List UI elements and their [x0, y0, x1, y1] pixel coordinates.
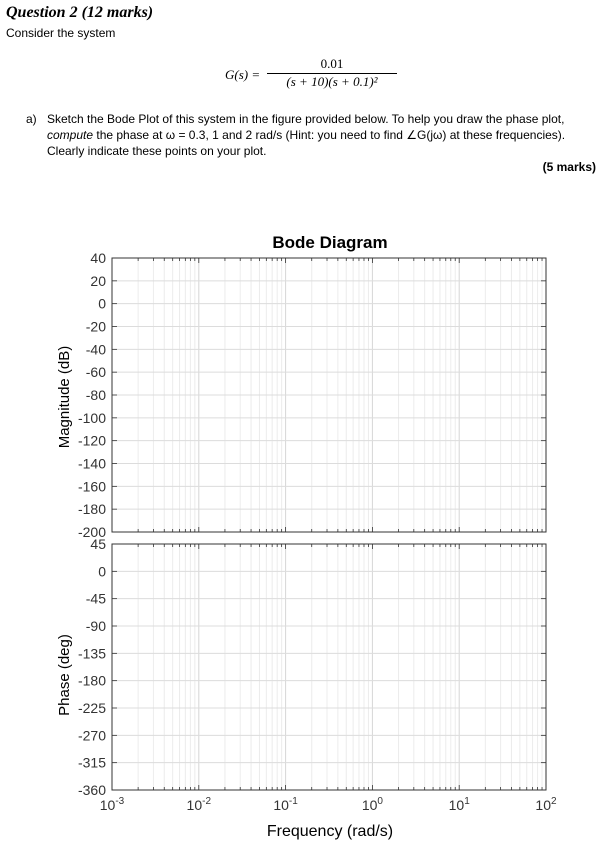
part-a-emphasis: compute — [47, 128, 94, 142]
equation-numerator: 0.01 — [320, 56, 344, 71]
phase-ytick-label: -270 — [77, 727, 106, 744]
x-tick-label: $10^0$ — [361, 796, 383, 813]
part-a-line1: Sketch the Bode Plot of this system in the figure provided below. To help you draw the phase plot, — [47, 112, 565, 126]
magnitude-ytick-label: 40 — [90, 250, 106, 266]
x-tick-label: $10^{-1}$ — [273, 796, 298, 813]
x-tick-label: $10^{-3}$ — [99, 796, 125, 813]
magnitude-ytick-label: 0 — [98, 295, 106, 312]
part-a-line2: the phase at ω = 0.3, 1 and 2 rad/s (Hint: you need to find ∠G(jω) at these frequencies). — [93, 128, 566, 142]
part-a-marks: (5 marks) — [542, 160, 596, 174]
phase-frame — [112, 544, 546, 790]
x-tick-label: $10^1$ — [448, 796, 470, 813]
magnitude-ytick-label: -100 — [77, 409, 106, 426]
magnitude-ytick-label: -40 — [85, 341, 106, 358]
phase-ytick-label: -45 — [85, 590, 106, 607]
part-a-label: a) — [26, 112, 37, 126]
magnitude-ytick-label: -80 — [85, 387, 106, 403]
part-a-line3: Clearly indicate these points on your plot. — [47, 144, 267, 158]
magnitude-ytick-label: -140 — [77, 455, 106, 472]
x-tick-label: $10^{-2}$ — [186, 796, 212, 813]
phase-ytick-label: -135 — [77, 645, 106, 662]
phase-ytick-label: -360 — [77, 782, 106, 798]
x-axis-label: Frequency (rad/s) — [266, 823, 394, 840]
phase-ytick-label: -315 — [77, 754, 106, 771]
phase-ytick-label: 0 — [98, 563, 106, 580]
magnitude-ytick-label: -60 — [85, 364, 106, 381]
equation-lhs: G(s) = — [225, 67, 261, 82]
phase-ytick-label: -180 — [77, 672, 106, 689]
equation-denominator: (s + 10)(s + 0.1)² — [286, 74, 378, 89]
phase-ylabel: Phase (deg) — [56, 634, 73, 716]
phase-ytick-label: -90 — [85, 618, 106, 634]
phase-ytick-label: -225 — [77, 700, 106, 716]
magnitude-ylabel: Magnitude (dB) — [56, 345, 73, 449]
magnitude-ytick-label: -200 — [77, 524, 106, 540]
magnitude-ytick-label: 20 — [90, 272, 106, 289]
phase-ytick-label: 45 — [90, 536, 106, 552]
magnitude-ytick-label: -160 — [77, 478, 106, 495]
question-title: Question 2 (12 marks) — [6, 4, 154, 21]
question-intro: Consider the system — [6, 26, 116, 40]
x-tick-label: $10^2$ — [535, 796, 557, 813]
magnitude-ytick-label: -180 — [77, 501, 106, 518]
magnitude-ytick-label: -120 — [77, 432, 106, 449]
magnitude-ytick-label: -20 — [85, 318, 106, 335]
chart-title: Bode Diagram — [272, 233, 388, 252]
